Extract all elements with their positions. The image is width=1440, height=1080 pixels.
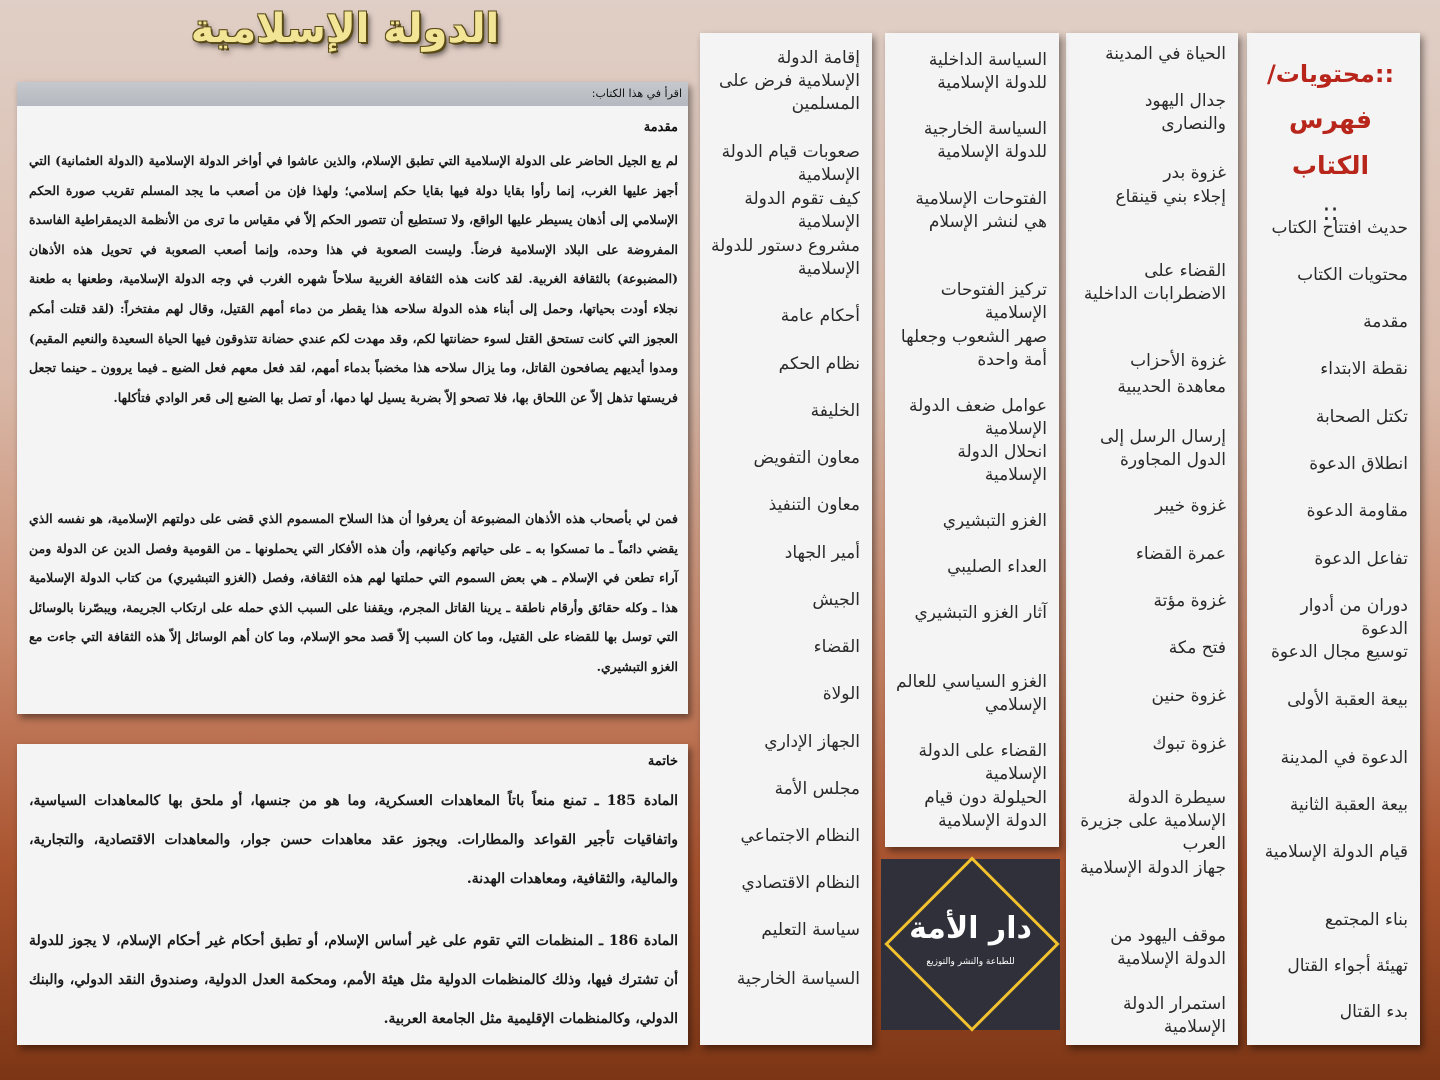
toc-item[interactable]: غزوة بدر	[1163, 163, 1226, 183]
toc-item[interactable]: غزوة الأحزاب	[1130, 351, 1226, 371]
toc-item[interactable]: السياسة الخارجية	[736, 969, 860, 989]
toc-item[interactable]: الخليفة	[810, 401, 860, 421]
conclusion-panel	[17, 744, 688, 1045]
toc-item[interactable]: معاهدة الحديبية	[1117, 377, 1226, 397]
toc-item[interactable]: الغزو التبشيري	[942, 511, 1047, 531]
toc-item[interactable]: مجلس الأمة	[774, 779, 860, 799]
toc-item[interactable]: إرسال الرسل إلى الدول المجاورة	[1100, 427, 1226, 470]
toc-item[interactable]: نظام الحكم	[778, 354, 860, 374]
excerpt-paragraph-1: لم يع الجيل الحاضر على الدولة الإسلامية التي تطبق الإسلام، والذين عاشوا في أواخر الدولة الإسلامية (الدولة العثمانية) التي أجهز عليها الغرب، إنما رأوا بقايا دولة فيها بقايا حكم إسلامي؛ ولهذا فإن من أصعب ما يجد المسلم تقريب صورة الحكم الإسلامي إلى أذهان يسيطر عليها الواقع، ولا تستطيع أن تتصور الحكم إلاّ في مقياس ما ترى من الأنظمة الديمقراطية الفاسدة المفروضة على البلاد الإسلامية فرضاً. وليست الصعوبة في هذا وحده، وإنما أصعب الصعوبة في تحويل هذه الأذهان (المضبوعة) بالثقافة الغربية. لقد كانت هذه الثقافة الغربية سلاحاً شهره الغرب في وجه الدولة الإسلامية، وطعنها به طعنة نجلاء أودت بحياتها، وحمل إلى أبناء هذه الدولة سلاحه هذا يقطر من دماء أمهم القتيل، وقال لهم مفتخراً: (لقد قتلت أمكم العجوز التي كانت تستحق القتل لسوء حضانتها لكم، وقد مهدت لكم عندي حضانة تتذوقون فيها الحياة السعيدة والنعيم المقيم) ومدوا أيديهم يصافحون القاتل، وما يزال سلاحه هذا مخضباً بدماء أمهم، لقد فعل معهم فعل الضبع ـ فيما يروون ـ حينما تجعل فريستها تذهل إلاّ عن اللحاق بها، فلا تصحو إلاّ بضربة يسيل لها دمها، أو تصل بها الضبع إلى قعر الوادي فتأكلها.	[29, 153, 678, 405]
toc-item[interactable]: إقامة الدولة الإسلامية فرض على المسلمين	[719, 48, 860, 114]
publisher-logo	[881, 859, 1060, 1030]
toc-item[interactable]: عمرة القضاء	[1135, 544, 1226, 564]
toc-item[interactable]: الولاة	[822, 684, 860, 704]
toc-column-3	[885, 33, 1059, 847]
toc-item[interactable]: أحكام عامة	[780, 306, 860, 326]
toc-item[interactable]: آثار الغزو التبشيري	[914, 603, 1047, 623]
page-title: الدولة الإسلامية	[190, 6, 500, 52]
toc-item[interactable]: نقطة الابتداء	[1320, 359, 1408, 379]
toc-heading-contents: ::محتويات/	[1266, 60, 1395, 88]
toc-item[interactable]: الجهاز الإداري	[764, 732, 860, 752]
toc-item[interactable]: غزوة مؤتة	[1153, 591, 1226, 611]
toc-item[interactable]: القضاء على الدولة الإسلامية	[918, 741, 1047, 784]
toc-item[interactable]: موقف اليهود من الدولة الإسلامية	[1110, 926, 1226, 969]
toc-item[interactable]: تفاعل الدعوة	[1314, 549, 1408, 569]
toc-item[interactable]: الحيلولة دون قيام الدولة الإسلامية	[924, 788, 1047, 831]
toc-item[interactable]: جدال اليهود والنصارى	[1144, 91, 1226, 134]
toc-item[interactable]: عوامل ضعف الدولة الإسلامية	[908, 396, 1047, 439]
toc-item[interactable]: معاون التنفيذ	[768, 495, 860, 515]
toc-item[interactable]: الجيش	[812, 590, 860, 610]
toc-heading-colons: ::	[1322, 198, 1339, 226]
toc-item[interactable]: مقدمة	[1363, 312, 1408, 332]
toc-item[interactable]: انطلاق الدعوة	[1309, 454, 1408, 474]
article-186: المادة 186 ـ المنظمات التي تقوم على غير أساس الإسلام، أو تطبق أحكام غير أحكام الإسلام، لا يجوز للدولة أن تشترك فيها، وذلك كالمنظمات الدولية مثل هيئة الأمم، ومحكمة العدل الدولية، وصندوق النقد الدولي، والبنك الدولي، وكالمنظمات الإقليمية مثل الجامعة العربية.	[29, 933, 678, 1027]
toc-item[interactable]: صهر الشعوب وجعلها أمة واحدة	[900, 327, 1047, 370]
toc-column-1	[1247, 33, 1420, 1045]
toc-item[interactable]: الفتوحات الإسلامية هي لنشر الإسلام	[915, 189, 1047, 232]
toc-item[interactable]: تكتل الصحابة	[1315, 407, 1408, 427]
toc-item[interactable]: بيعة العقبة الأولى	[1287, 690, 1408, 710]
toc-item[interactable]: معاون التفويض	[753, 448, 860, 468]
toc-item[interactable]: القضاء على الاضطرابات الداخلية	[1083, 261, 1226, 304]
conclusion-heading: خاتمة	[647, 754, 678, 769]
toc-item[interactable]: فتح مكة	[1168, 638, 1226, 658]
toc-item[interactable]: إجلاء بني قينقاع	[1115, 187, 1226, 207]
toc-item[interactable]: قيام الدولة الإسلامية	[1264, 842, 1408, 862]
toc-item[interactable]: محتويات الكتاب	[1297, 265, 1408, 285]
toc-column-4	[700, 33, 872, 1045]
excerpt-heading: مقدمة	[643, 120, 678, 135]
excerpt-panel	[17, 82, 688, 714]
toc-item[interactable]: النظام الاجتماعي	[740, 826, 860, 846]
toc-item[interactable]: مشروع دستور للدولة الإسلامية	[711, 236, 860, 279]
toc-item[interactable]: صعوبات قيام الدولة الإسلامية	[721, 142, 860, 185]
toc-item[interactable]: توسيع مجال الدعوة	[1270, 642, 1408, 662]
toc-item[interactable]: سياسة التعليم	[761, 920, 860, 940]
toc-item[interactable]: العداء الصليبي	[947, 557, 1047, 577]
toc-item[interactable]: أمير الجهاد	[784, 543, 860, 563]
toc-item[interactable]: غزوة خيبر	[1155, 496, 1226, 516]
article-185: المادة 185 ـ تمنع منعاً باتاً المعاهدات العسكرية، وما هو من جنسها، أو ملحق بها كالمعاهدات السياسية، واتفاقيات تأجير القواعد والمطارات. ويجوز عقد معاهدات حسن جوار، والمعاهدات الاقتصادية، والتجارية، والمالية، والثقافية، ومعاهدات الهدنة.	[29, 793, 678, 887]
toc-item[interactable]: جهاز الدولة الإسلامية	[1079, 858, 1226, 878]
toc-item[interactable]: الغزو السياسي للعالم الإسلامي	[896, 672, 1047, 715]
toc-item[interactable]: النظام الاقتصادي	[741, 873, 860, 893]
toc-heading-index: فهرس الكتاب	[1289, 105, 1372, 180]
logo-subtitle: للطباعة والنشر والتوزيع	[926, 957, 1015, 967]
toc-item[interactable]: القضاء	[813, 637, 860, 657]
toc-item[interactable]: مقاومة الدعوة	[1306, 501, 1408, 521]
toc-item[interactable]: استمرار الدولة الإسلامية	[1123, 994, 1226, 1037]
toc-item[interactable]: انحلال الدولة الإسلامية	[957, 442, 1047, 485]
toc-item[interactable]: الحياة في المدينة	[1105, 44, 1226, 64]
toc-item[interactable]: غزوة تبوك	[1152, 734, 1226, 754]
toc-item[interactable]: بدء القتال	[1339, 1002, 1408, 1022]
toc-item[interactable]: بيعة العقبة الثانية	[1289, 795, 1408, 815]
toc-item[interactable]: بناء المجتمع	[1324, 910, 1408, 930]
toc-item[interactable]: السياسة الداخلية للدولة الإسلامية	[928, 50, 1047, 93]
toc-item[interactable]: السياسة الخارجية للدولة الإسلامية	[923, 119, 1047, 162]
toc-item[interactable]: دوران من أدوار الدعوة	[1300, 596, 1408, 639]
toc-item[interactable]: تركيز الفتوحات الإسلامية	[940, 280, 1047, 323]
excerpt-bar-label: اقرأ في هذا الكتاب:	[17, 82, 688, 106]
toc-column-2	[1066, 33, 1238, 1045]
toc-item[interactable]: تهيئة أجواء القتال	[1287, 956, 1408, 976]
toc-item[interactable]: كيف تقوم الدولة الإسلامية	[744, 189, 860, 232]
toc-item[interactable]: غزوة حنين	[1151, 686, 1226, 706]
toc-item[interactable]: سيطرة الدولة الإسلامية على جزيرة العرب	[1080, 788, 1226, 854]
toc-item[interactable]: الدعوة في المدينة	[1280, 748, 1408, 768]
toc-item[interactable]: حديث افتتاح الكتاب	[1271, 218, 1408, 238]
logo-name: دار الأمة	[909, 911, 1032, 946]
excerpt-paragraph-2: فمن لي بأصحاب هذه الأذهان المضبوعة أن يعرفوا أن هذا السلاح المسموم الذي قضى على دولتهم الإسلامية، هو نفسه الذي يقضي دائماً ـ ما تمسكوا به ـ على حياتهم وكيانهم، وأن هذه الأفكار التي يحملونها ـ من القومية وفصل الدين عن الدولة ومن آراء تطعن في الإسلام ـ هي بعض السموم التي حملتها لهم هذه الثقافة، وفصل (الغزو التبشيري) من كتاب الدولة الإسلامية هذا ـ وكله حقائق وأرقام ناطقة ـ يرينا القاتل المجرم، ويقفنا على السبب الذي حمله على ارتكاب الجريمة، ويبصّرنا بالوسائل التي توسل بها للقضاء على القتيل، وما كان السبب إلاّ قصد محو الإسلام، وما كان أهم الوسائل إلاّ هذه الثقافة التي جاءت مع الغزو التبشيري.	[29, 511, 678, 674]
